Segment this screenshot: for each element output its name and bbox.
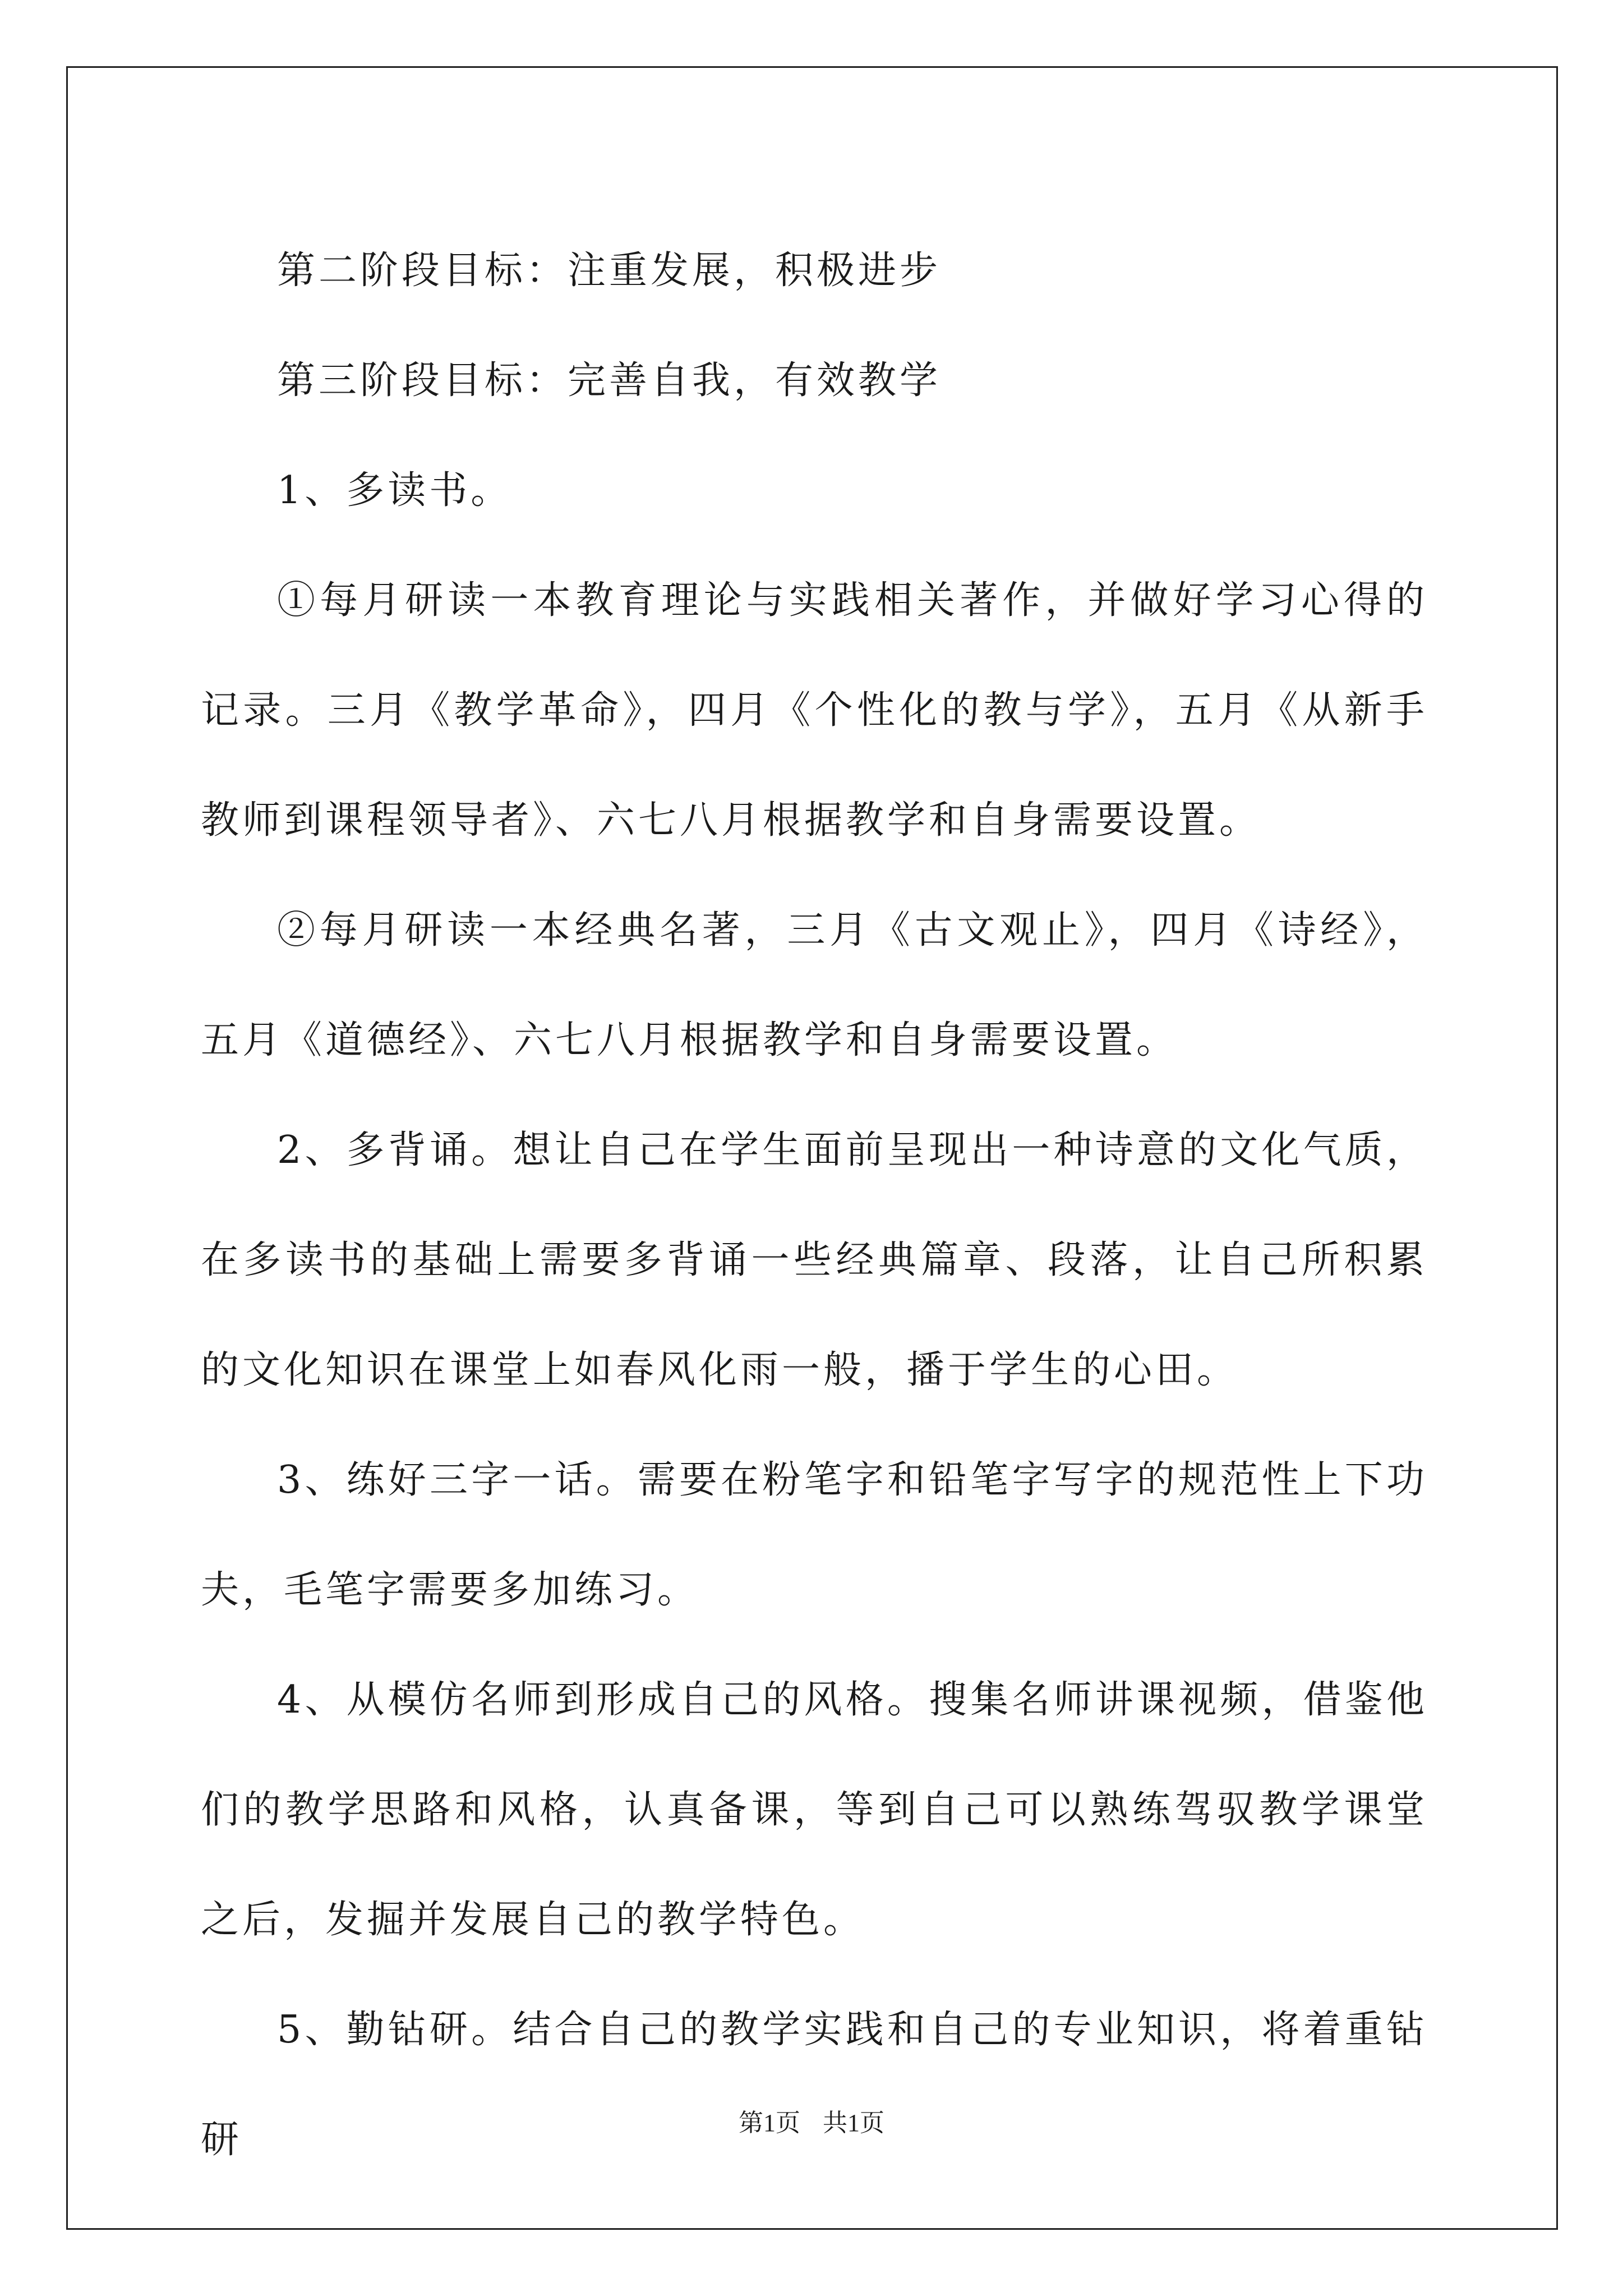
page-total: 共1页 [823,2109,884,2137]
paragraph-reading-classics: ②每月研读一本经典名著，三月《古文观止》，四月《诗经》，五月《道德经》、六七八月根据教学和自身需要设置。 [201,908,1428,1062]
page-number: 第1页 [739,2109,800,2137]
paragraph-stage-two-goal: 第二阶段目标：注重发展，积极进步 [277,249,942,293]
page-footer [0,2106,1623,2140]
document-body [201,216,1428,2195]
paragraph-recite-more: 2、多背诵。想让自己在学生面前呈现出一种诗意的文化气质，在多读书的基础上需要多背诵一些经典篇章、段落，让自己所积累的文化知识在课堂上如春风化雨一般，播于学生的心田。 [201,1128,1428,1392]
paragraph-read-more-heading: 1、多读书。 [277,468,513,513]
paragraph-research: 5、勤钻研。结合自己的教学实践和自己的专业知识，将着重钻研 [201,2008,1428,2162]
paragraph-calligraphy: 3、练好三字一话。需要在粉笔字和铅笔字写字的规范性上下功夫，毛笔字需要多加练习。 [201,1458,1428,1612]
paragraph-stage-three-goal: 第三阶段目标：完善自我，有效教学 [277,358,942,403]
paragraph-reading-theory: ①每月研读一本教育理论与实践相关著作，并做好学习心得的记录。三月《教学革命》，四月《个性化的教与学》，五月《从新手教师到课程领导者》、六七八月根据教学和自身需要设置。 [201,578,1428,843]
paragraph-teaching-style: 4、从模仿名师到形成自己的风格。搜集名师讲课视频，借鉴他们的教学思路和风格，认真备课，等到自己可以熟练驾驭教学课堂之后，发掘并发展自己的教学特色。 [201,1678,1428,1942]
